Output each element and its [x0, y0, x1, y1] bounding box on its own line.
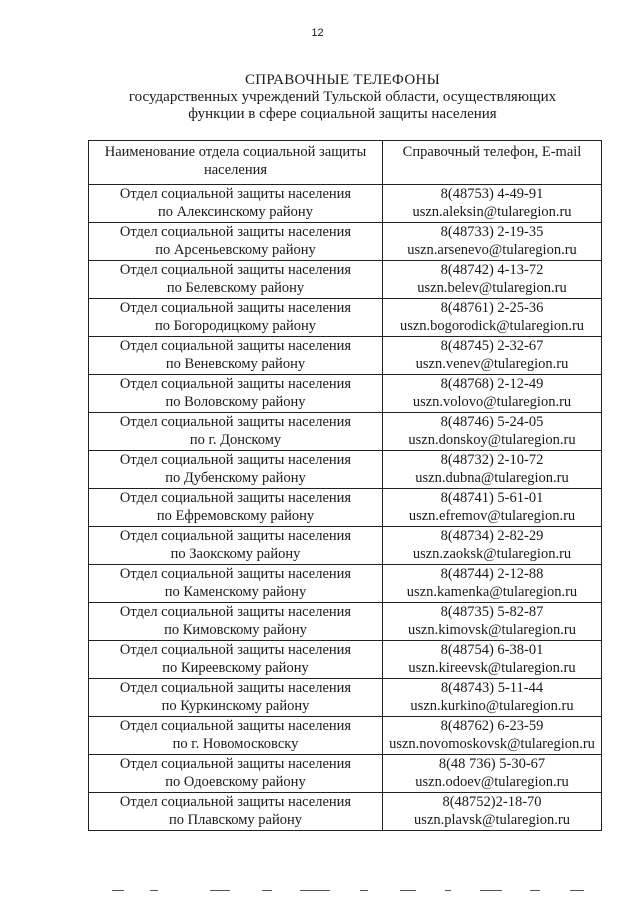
table-row: [89, 717, 602, 755]
scan-artifact-dash: [150, 890, 158, 891]
department-name-line-2: по г. Новомосковску: [172, 735, 299, 752]
contact-cell: [383, 755, 602, 793]
table-row: [89, 261, 602, 299]
scan-artifact-dash: [530, 890, 540, 891]
header-department-name: [89, 141, 383, 185]
email-address: uszn.venev@tularegion.ru: [415, 355, 569, 372]
department-name-line-1: Отдел социальной защиты населения: [119, 186, 352, 202]
phone-number: 8(48742) 4-13-72: [440, 262, 544, 278]
document-title: СПРАВОЧНЫЕ ТЕЛЕФОНЫ: [244, 72, 441, 88]
phone-number: 8(48732) 2-10-72: [440, 452, 544, 468]
contact-cell: [383, 413, 602, 451]
department-name-line-1: Отдел социальной защиты населения: [119, 604, 352, 620]
email-address: uszn.odoev@tularegion.ru: [415, 773, 569, 790]
phone-number: 8(48734) 2-82-29: [440, 528, 544, 544]
department-name-cell: [89, 375, 383, 413]
department-name-cell: [89, 641, 383, 679]
contact-cell: [383, 337, 602, 375]
department-name-cell: [89, 489, 383, 527]
department-name-line-1: Отдел социальной защиты населения: [119, 756, 352, 772]
phone-number: 8(48752)2-18-70: [442, 794, 542, 810]
phone-number: 8(48743) 5-11-44: [440, 680, 544, 696]
department-name-line-2: по Заокскому району: [170, 545, 301, 562]
email-address: uszn.kireevsk@tularegion.ru: [408, 659, 576, 676]
phone-number: 8(48753) 4-49-91: [440, 186, 544, 202]
email-address: uszn.kamenka@tularegion.ru: [406, 583, 578, 600]
table-row: [89, 603, 602, 641]
table-row: [89, 223, 602, 261]
email-address: uszn.efremov@tularegion.ru: [408, 507, 576, 524]
phone-number: 8(48762) 6-23-59: [440, 718, 544, 734]
department-name-line-1: Отдел социальной защиты населения: [119, 794, 352, 810]
email-address: uszn.plavsk@tularegion.ru: [414, 811, 570, 828]
scan-artifact-dash: [570, 890, 584, 891]
department-name-line-2: по Белевскому району: [166, 279, 305, 296]
contact-cell: [383, 489, 602, 527]
table-row: [89, 299, 602, 337]
scan-artifact-line: [0, 888, 635, 894]
table-row: [89, 185, 602, 223]
header-phone-email-label: Справочный телефон, E-mail: [402, 144, 582, 160]
contact-cell: [383, 299, 602, 337]
table-row: [89, 489, 602, 527]
scan-artifact-dash: [360, 890, 368, 891]
department-name-line-1: Отдел социальной защиты населения: [119, 414, 352, 430]
department-name-line-1: Отдел социальной защиты населения: [119, 528, 352, 544]
table-row: [89, 451, 602, 489]
department-name-line-1: Отдел социальной защиты населения: [119, 718, 352, 734]
email-address: uszn.arsenevo@tularegion.ru: [407, 241, 577, 258]
document-subtitle-line-2: функции в сфере социальной защиты населения: [188, 106, 497, 122]
phone-number: 8(48 736) 5-30-67: [438, 756, 546, 772]
scan-artifact-dash: [445, 890, 451, 891]
department-name-line-2: по Воловскому району: [165, 393, 306, 410]
table-row: [89, 527, 602, 565]
contact-cell: [383, 679, 602, 717]
phone-directory-table: [88, 140, 602, 831]
department-name-cell: [89, 717, 383, 755]
department-name-line-2: по Каменскому району: [164, 583, 307, 600]
department-name-cell: [89, 451, 383, 489]
table-row: [89, 793, 602, 831]
scan-artifact-dash: [112, 890, 124, 891]
department-name-line-1: Отдел социальной защиты населения: [119, 642, 352, 658]
contact-cell: [383, 793, 602, 831]
department-name-line-1: Отдел социальной защиты населения: [119, 680, 352, 696]
contact-cell: [383, 223, 602, 261]
table-row: [89, 755, 602, 793]
document-heading: [60, 72, 625, 123]
table-row: [89, 375, 602, 413]
department-name-line-2: по Кимовскому району: [164, 621, 307, 638]
email-address: uszn.belev@tularegion.ru: [417, 279, 567, 296]
phone-number: 8(48735) 5-82-87: [440, 604, 544, 620]
phone-number: 8(48744) 2-12-88: [440, 566, 544, 582]
email-address: uszn.dubna@tularegion.ru: [415, 469, 569, 486]
phone-number: 8(48733) 2-19-35: [440, 224, 544, 240]
phone-number: 8(48746) 5-24-05: [440, 414, 544, 430]
department-name-cell: [89, 793, 383, 831]
department-name-line-1: Отдел социальной защиты населения: [119, 490, 352, 506]
table-row: [89, 641, 602, 679]
department-name-cell: [89, 185, 383, 223]
department-name-line-1: Отдел социальной защиты населения: [119, 224, 352, 240]
department-name-line-2: по Алексинскому району: [158, 203, 313, 220]
table-row: [89, 565, 602, 603]
department-name-line-2: по Богородицкому району: [154, 317, 317, 334]
phone-number: 8(48761) 2-25-36: [440, 300, 544, 316]
department-name-cell: [89, 527, 383, 565]
phone-number: 8(48741) 5-61-01: [440, 490, 544, 506]
department-name-line-2: по Дубенскому району: [165, 469, 306, 486]
contact-cell: [383, 375, 602, 413]
department-name-line-2: по г. Донскому: [189, 431, 282, 448]
email-address: uszn.kimovsk@tularegion.ru: [408, 621, 576, 638]
department-name-line-1: Отдел социальной защиты населения: [119, 262, 352, 278]
phone-number: 8(48768) 2-12-49: [440, 376, 544, 392]
department-name-line-1: Отдел социальной защиты населения: [119, 338, 352, 354]
department-name-cell: [89, 565, 383, 603]
department-name-line-2: по Арсеньевскому району: [155, 241, 316, 258]
department-name-line-2: по Веневскому району: [165, 355, 306, 372]
department-name-line-2: по Киреевскому району: [162, 659, 309, 676]
department-name-cell: [89, 261, 383, 299]
department-name-cell: [89, 299, 383, 337]
department-name-cell: [89, 603, 383, 641]
table-row: [89, 413, 602, 451]
contact-cell: [383, 641, 602, 679]
contact-cell: [383, 565, 602, 603]
department-name-cell: [89, 679, 383, 717]
contact-cell: [383, 185, 602, 223]
department-name-line-2: по Плавскому району: [168, 811, 302, 828]
header-phone-email: [383, 141, 602, 185]
email-address: uszn.volovo@tularegion.ru: [412, 393, 572, 410]
document-subtitle-line-1: государственных учреждений Тульской области, осуществляющих: [128, 89, 557, 105]
department-name-cell: [89, 413, 383, 451]
department-name-cell: [89, 223, 383, 261]
table-body: [89, 185, 602, 831]
email-address: uszn.aleksin@tularegion.ru: [412, 203, 572, 220]
email-address: uszn.donskoy@tularegion.ru: [408, 431, 576, 448]
scan-artifact-dash: [210, 890, 230, 891]
contact-cell: [383, 451, 602, 489]
email-address: uszn.novomoskovsk@tularegion.ru: [389, 735, 595, 752]
phone-number: 8(48754) 6-38-01: [440, 642, 544, 658]
email-address: uszn.bogorodick@tularegion.ru: [399, 317, 585, 334]
scan-artifact-dash: [262, 890, 272, 891]
table-row: [89, 679, 602, 717]
department-name-line-2: по Одоевскому району: [165, 773, 306, 790]
department-name-line-2: по Ефремовскому району: [156, 507, 315, 524]
scan-artifact-dash: [300, 890, 330, 891]
department-name-line-2: по Куркинскому району: [161, 697, 310, 714]
contact-cell: [383, 603, 602, 641]
scan-artifact-dash: [400, 890, 416, 891]
department-name-line-1: Отдел социальной защиты населения: [119, 452, 352, 468]
phone-number: 8(48745) 2-32-67: [440, 338, 544, 354]
page-number: 12: [311, 27, 324, 39]
scan-artifact-dash: [480, 890, 502, 891]
table-row: [89, 337, 602, 375]
contact-cell: [383, 527, 602, 565]
department-name-cell: [89, 337, 383, 375]
department-name-line-1: Отдел социальной защиты населения: [119, 300, 352, 316]
department-name-cell: [89, 755, 383, 793]
department-name-line-1: Отдел социальной защиты населения: [119, 376, 352, 392]
header-department-name-line-1: Наименование отдела социальной защиты: [104, 144, 367, 160]
department-name-line-1: Отдел социальной защиты населения: [119, 566, 352, 582]
email-address: uszn.zaoksk@tularegion.ru: [412, 545, 572, 562]
table-header-row: [89, 141, 602, 185]
contact-cell: [383, 261, 602, 299]
header-department-name-line-2: населения: [203, 161, 268, 178]
email-address: uszn.kurkino@tularegion.ru: [410, 697, 574, 714]
contact-cell: [383, 717, 602, 755]
